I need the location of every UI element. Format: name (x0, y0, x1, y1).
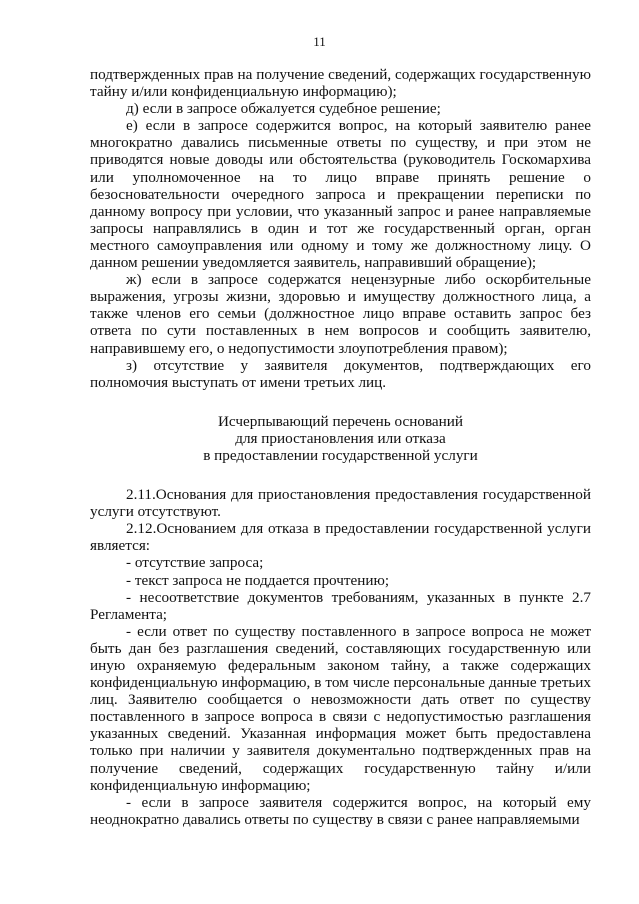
list-item: - текст запроса не поддается прочтению; (126, 571, 390, 589)
paragraph: ж) если в запросе содержатся нецензурные либо оскорбительные выражения, угрозы жизни, здоровью и имуществу должностного лица, а также членов его семьи (должностное лицо вправе оставить запрос без ответа по сути поставленных в нем вопросов и сообщить заявителю, направившему его, о недопустимости злоупотребления правом); (90, 271, 591, 357)
section-heading (90, 413, 591, 464)
heading-line: в предоставлении государственной услуги (203, 446, 478, 464)
list-item: - если в запросе заявителя содержится вопрос, на который ему неоднократно давались ответы по существу в связи с ранее направляемыми (90, 793, 591, 828)
paragraph: д) если в запросе обжалуется судебное решение; (126, 100, 441, 118)
heading-line: для приостановления или отказа (235, 429, 446, 447)
document-body (90, 66, 591, 828)
paragraph: е) если в запросе содержится вопрос, на который заявителю ранее многократно давались письменные ответы по существу, и при этом не приводятся новые доводы или обстоятельства (руководитель Госкомархива или уполномоченное на то лицо вправе принять решение о безосновательности очередного запроса и прекращении переписки по данному вопросу при условии, что указанный запрос и ранее направляемые запросы направлялись в один и тот же государственный орган, орган местного самоуправления или одному и тому же должностному лицу. О данном решении уведомляется заявитель, направивший обращение); (90, 117, 591, 272)
page-number: 11 (313, 34, 326, 49)
paragraph: з) отсутствие у заявителя документов, подтверждающих его полномочия выступать от имени третьих лиц. (90, 356, 591, 391)
heading-line: Исчерпывающий перечень оснований (217, 412, 464, 430)
list-item: - несоответствие документов требованиям, указанных в пункте 2.7 Регламента; (90, 588, 591, 623)
list-item: - отсутствие запроса; (126, 554, 264, 572)
list-item: - если ответ по существу поставленного в запросе вопроса не может быть дан без разглашения сведений, составляющих государственную или иную охраняемую федеральным законом тайну, а также содержащих конфиденциальную информацию, в том числе персональные данные третьих лиц. Заявителю сообщается о невозможности дать ответ по существу поставленного в запросе вопроса в связи с недопустимостью разглашения указанных сведений. Указанная информация может быть предоставлена только при наличии у заявителя документально подтвержденных прав на получение сведений, содержащих государственную тайну и/или конфиденциальную информацию; (90, 622, 591, 794)
paragraph: 2.12.Основанием для отказа в предоставлении государственной услуги является: (90, 520, 591, 555)
paragraph: подтвержденных прав на получение сведений, содержащих государственную тайну и/или конфиденциальную информацию); (90, 66, 591, 101)
paragraph: 2.11.Основания для приостановления предоставления государственной услуги отсутствуют. (90, 486, 591, 521)
